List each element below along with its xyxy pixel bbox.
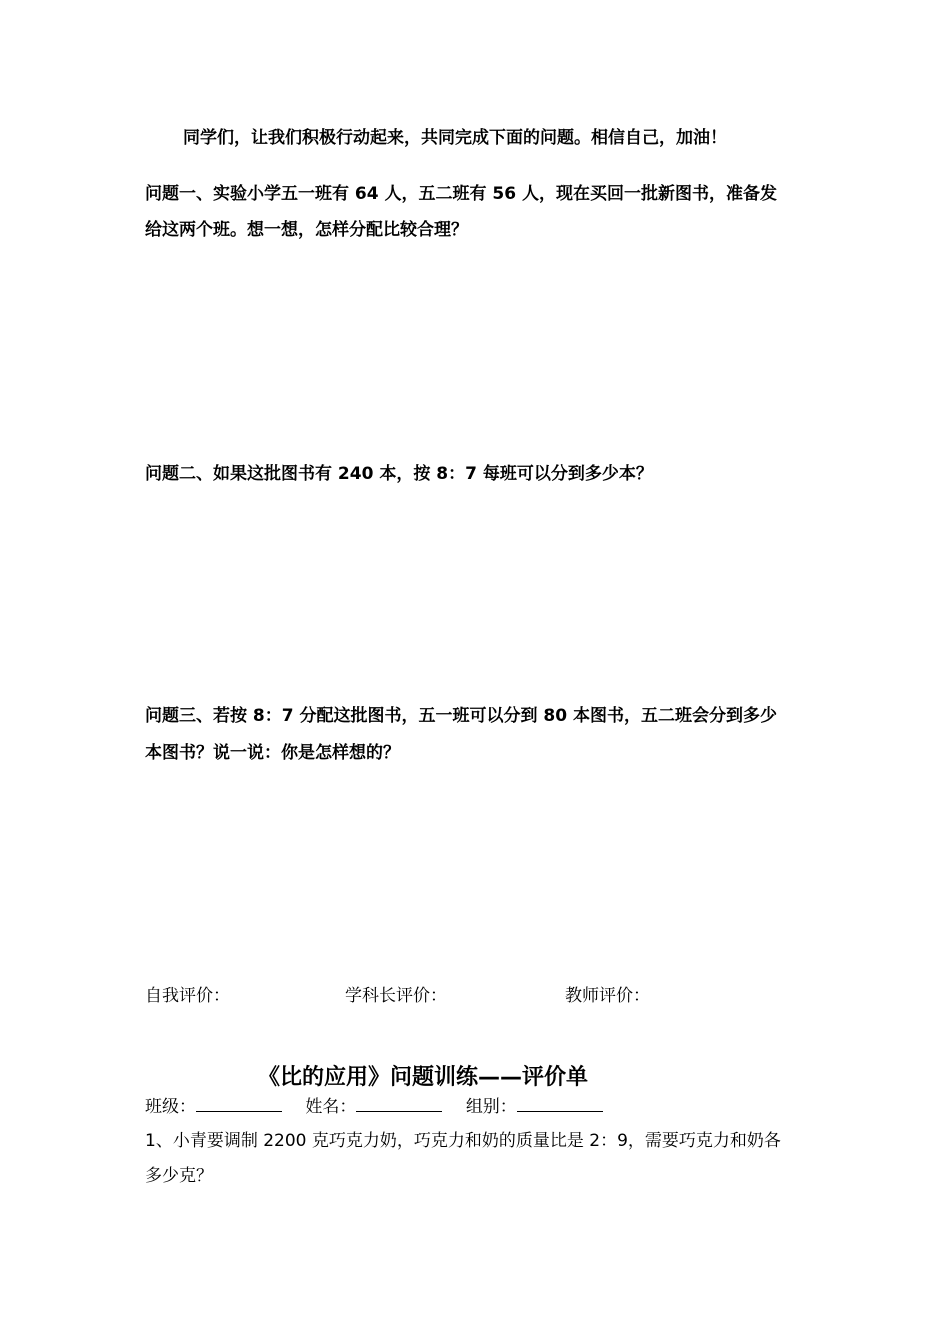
student-info-fields [145,1093,621,1120]
intro-text: 同学们，让我们积极行动起来，共同完成下面的问题。相信自己，加油！ [183,128,727,148]
self-evaluation-label: 自我评价： [145,986,230,1006]
name-blank[interactable] [356,1093,442,1112]
exercise-1-line-1: 1、小青要调制 2200 克巧克力奶，巧克力和奶的质量比是 2：9，需要巧克力和奶各 [145,1131,781,1151]
name-label: 姓名： [305,1097,357,1117]
question-3-line-1: 问题三、若按 8：7 分配这批图书，五一班可以分到 80 本图书，五二班会分到多少 [145,706,777,726]
question-2-line-1: 问题二、如果这批图书有 240 本，按 8：7 每班可以分到多少本？ [145,464,653,484]
group-blank[interactable] [517,1093,603,1112]
leader-evaluation-label: 学科长评价： [345,986,447,1006]
exercise-1-line-2: 多少克？ [145,1166,213,1186]
class-label: 班级： [145,1097,196,1117]
group-label: 组别： [465,1097,517,1117]
sheet-title: 《比的应用》问题训练——评价单 [258,1065,589,1090]
teacher-evaluation-label: 教师评价： [565,986,650,1006]
class-blank[interactable] [196,1093,282,1112]
question-1-line-1: 问题一、实验小学五一班有 64 人，五二班有 56 人，现在买回一批新图书，准备发 [145,184,777,204]
question-3-line-2: 本图书？说一说：你是怎样想的？ [145,743,400,763]
question-1-line-2: 给这两个班。想一想，怎样分配比较合理？ [145,220,468,240]
